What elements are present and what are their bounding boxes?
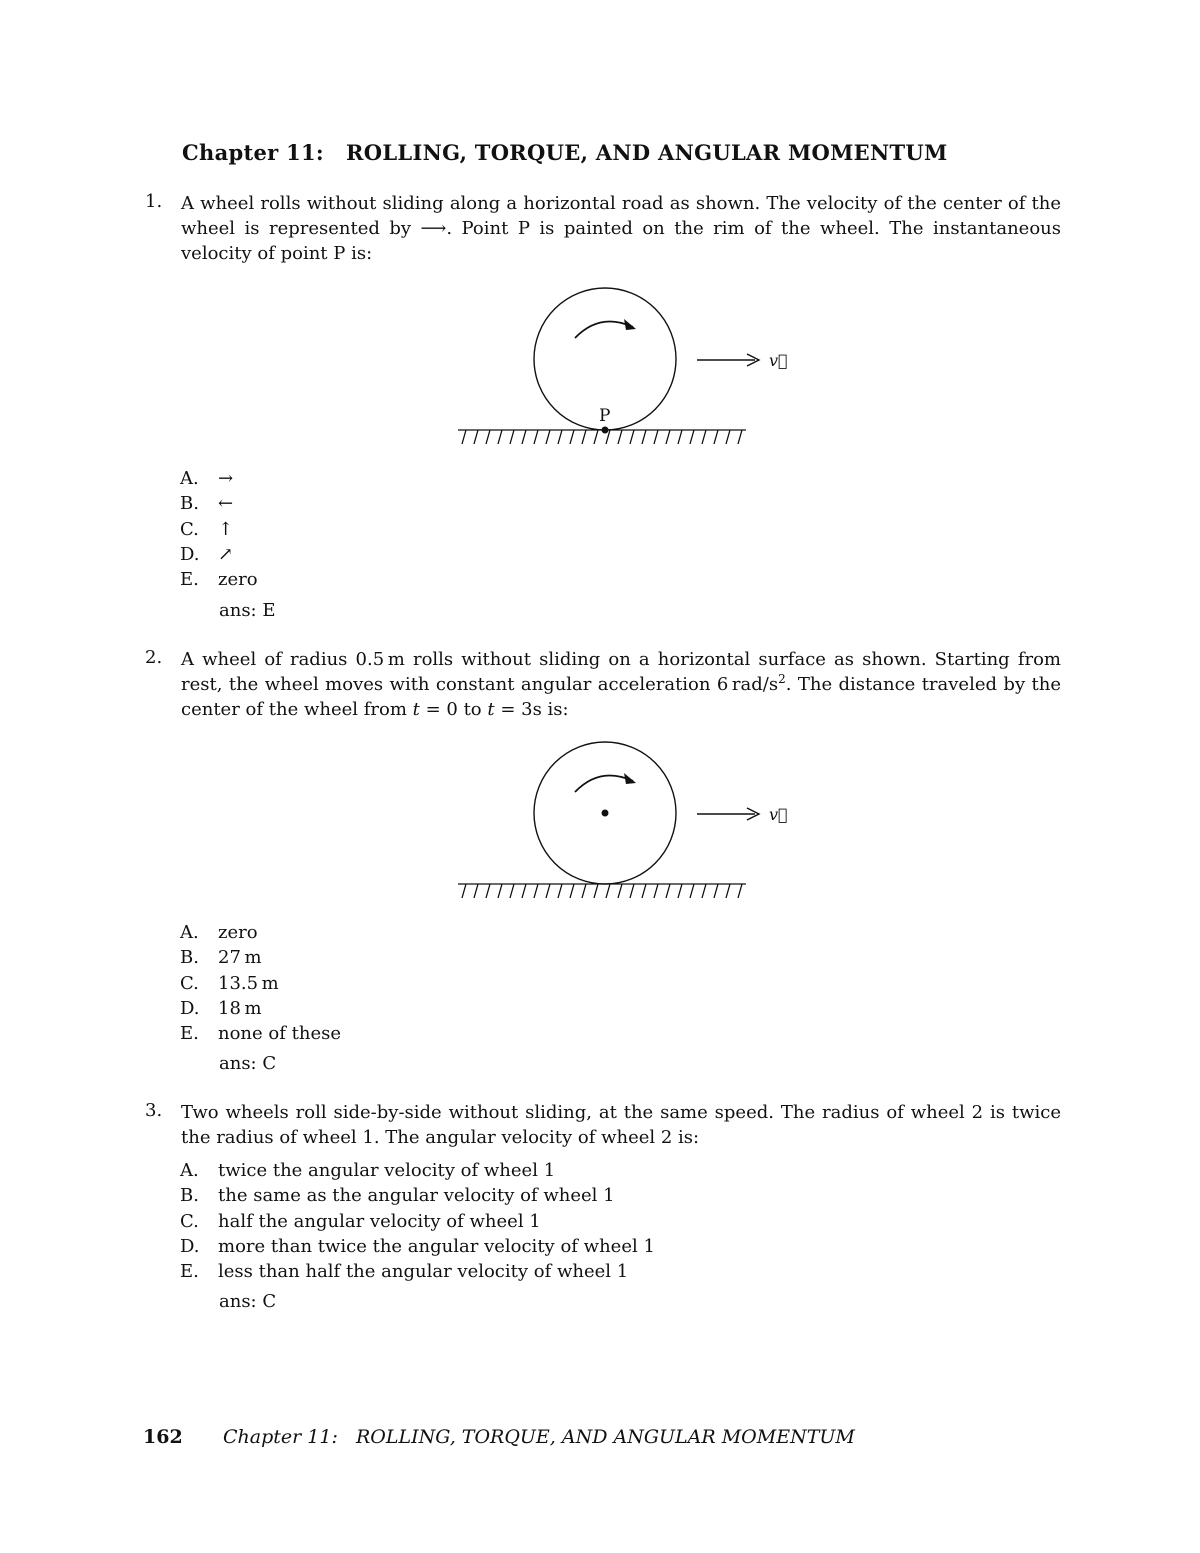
choice-letter: B. (180, 947, 199, 969)
hatch-stroke (738, 430, 742, 444)
hatch-stroke (714, 430, 718, 444)
hatch-stroke (558, 884, 562, 898)
hatch-stroke (690, 430, 694, 444)
hatch-stroke (546, 884, 550, 898)
choice-letter: D. (180, 997, 200, 1019)
hatch-stroke (510, 884, 514, 898)
choice-text: the same as the angular velocity of wheel 1 (218, 1185, 615, 1207)
hatch-stroke (546, 430, 550, 444)
hatch-stroke (666, 430, 670, 444)
choice-c (180, 517, 258, 542)
hatch-stroke (486, 430, 490, 444)
rotation-arrowhead (624, 773, 636, 784)
hatch-stroke (726, 884, 730, 898)
choice-text: zero (218, 569, 258, 591)
velocity-label: v⃗ (769, 805, 788, 824)
question-2-choices (180, 920, 341, 1046)
hatch-stroke (582, 430, 586, 444)
choice-letter: D. (180, 543, 200, 565)
question-2-text: A wheel of radius 0.5 m rolls without sliding on a horizontal surface as shown. Starting from rest, the wheel moves with constant angular acceleration 6 rad/$s^2$. The distance traveled by the center of the wheel from t = 0 to t = 3s is: (181, 649, 1061, 720)
choice-d (180, 542, 258, 567)
hatch-stroke (582, 884, 586, 898)
hatch-stroke (642, 430, 646, 444)
choice-e (180, 1021, 341, 1046)
hatch-stroke (474, 884, 478, 898)
hatch-stroke (594, 884, 598, 898)
choice-letter: A. (180, 1160, 199, 1181)
hatch-stroke (498, 884, 502, 898)
choice-text: less than half the angular velocity of wheel 1 (218, 1261, 629, 1283)
choice-letter: E. (180, 1261, 199, 1283)
question-1-number: 1. (145, 191, 163, 212)
hatch-stroke (642, 884, 646, 898)
ground-hatching (458, 430, 746, 444)
choice-text: half the angular velocity of wheel 1 (218, 1210, 541, 1232)
question-3-number: 3. (145, 1100, 163, 1121)
choice-e (180, 567, 258, 592)
choice-letter: E. (180, 569, 199, 591)
question-1-text: A wheel rolls without sliding along a horizontal road as shown. The velocity of the center of the wheel is represented by ⟶. Point P is painted on the rim of the wheel. The instantaneous velocity of point P is: (181, 193, 1061, 264)
choice-d (180, 996, 341, 1021)
hatch-stroke (690, 884, 694, 898)
choice-text: 18 m (218, 997, 262, 1019)
question-2-number: 2. (145, 647, 163, 668)
page-footer (143, 1426, 855, 1448)
hatch-stroke (486, 884, 490, 898)
choice-text: twice the angular velocity of wheel 1 (218, 1160, 556, 1181)
chapter-label: Chapter 11: (182, 140, 324, 165)
rotation-arrow (575, 322, 633, 338)
hatch-stroke (462, 430, 466, 444)
question-3-answer: ans: C (219, 1291, 277, 1312)
hatch-stroke (726, 430, 730, 444)
hatch-stroke (678, 430, 682, 444)
choice-c (180, 1209, 655, 1234)
choice-a (180, 920, 341, 945)
choice-letter: E. (180, 1023, 199, 1045)
hatch-stroke (534, 430, 538, 444)
choice-text: ↑ (218, 518, 234, 540)
choice-letter: D. (180, 1235, 200, 1257)
question-1-answer: ans: E (219, 600, 276, 621)
hatch-stroke (474, 430, 478, 444)
wheel-figure-2 (450, 736, 790, 906)
choice-text: more than twice the angular velocity of wheel 1 (218, 1235, 655, 1257)
choice-text: ← (218, 493, 234, 515)
choice-letter: A. (180, 468, 199, 489)
hatch-stroke (558, 430, 562, 444)
hatch-stroke (522, 430, 526, 444)
hatch-stroke (666, 884, 670, 898)
rotation-arrow (575, 776, 633, 792)
hatch-stroke (654, 884, 658, 898)
hatch-stroke (570, 884, 574, 898)
choice-text: 13.5 m (218, 972, 279, 994)
hatch-stroke (702, 430, 706, 444)
choice-a (180, 1158, 655, 1183)
hatch-stroke (570, 430, 574, 444)
ground-hatching (458, 884, 746, 898)
point-p-label: P (599, 406, 611, 426)
hatch-stroke (630, 430, 634, 444)
hatch-stroke (606, 884, 610, 898)
question-2-answer: ans: C (219, 1053, 277, 1074)
hatch-stroke (678, 884, 682, 898)
choice-letter: A. (180, 922, 199, 943)
choice-b (180, 491, 258, 516)
question-3-text: Two wheels roll side-by-side without sliding, at the same speed. The radius of wheel 2 is twice the radius of wheel 1. The angular velocity of wheel 2 is: (181, 1102, 1061, 1148)
page-number: 162 (143, 1426, 183, 1448)
choice-letter: B. (180, 493, 199, 515)
choice-a (180, 466, 258, 491)
choice-b (180, 945, 341, 970)
choice-text: 27 m (218, 947, 262, 969)
velocity-label: v⃗ (769, 351, 788, 370)
rotation-arrowhead (624, 319, 636, 330)
choice-d (180, 1234, 655, 1259)
chapter-heading: ROLLING, TORQUE, AND ANGULAR MOMENTUM (345, 140, 948, 165)
question-1-choices (180, 466, 258, 592)
choice-text: ↗ (218, 543, 234, 565)
hatch-stroke (702, 884, 706, 898)
hatch-stroke (594, 430, 598, 444)
choice-b (180, 1183, 655, 1208)
point-p-dot (602, 427, 609, 434)
running-title: Chapter 11: ROLLING, TORQUE, AND ANGULAR MOMENTUM (223, 1426, 855, 1448)
hatch-stroke (738, 884, 742, 898)
choice-letter: C. (180, 1210, 199, 1232)
hatch-stroke (498, 430, 502, 444)
center-dot (602, 810, 609, 817)
hatch-stroke (618, 430, 622, 444)
hatch-stroke (630, 884, 634, 898)
chapter-title (182, 140, 948, 165)
choice-text: → (218, 468, 234, 489)
hatch-stroke (462, 884, 466, 898)
hatch-stroke (510, 430, 514, 444)
choice-text: none of these (218, 1023, 341, 1045)
choice-text: zero (218, 922, 258, 943)
choice-c (180, 971, 341, 996)
hatch-stroke (522, 884, 526, 898)
question-3-choices (180, 1158, 655, 1284)
choice-letter: C. (180, 972, 199, 994)
hatch-stroke (654, 430, 658, 444)
hatch-stroke (534, 884, 538, 898)
hatch-stroke (618, 884, 622, 898)
hatch-stroke (714, 884, 718, 898)
wheel-figure-1 (450, 282, 790, 452)
choice-letter: C. (180, 518, 199, 540)
choice-e (180, 1259, 655, 1284)
choice-letter: B. (180, 1185, 199, 1207)
